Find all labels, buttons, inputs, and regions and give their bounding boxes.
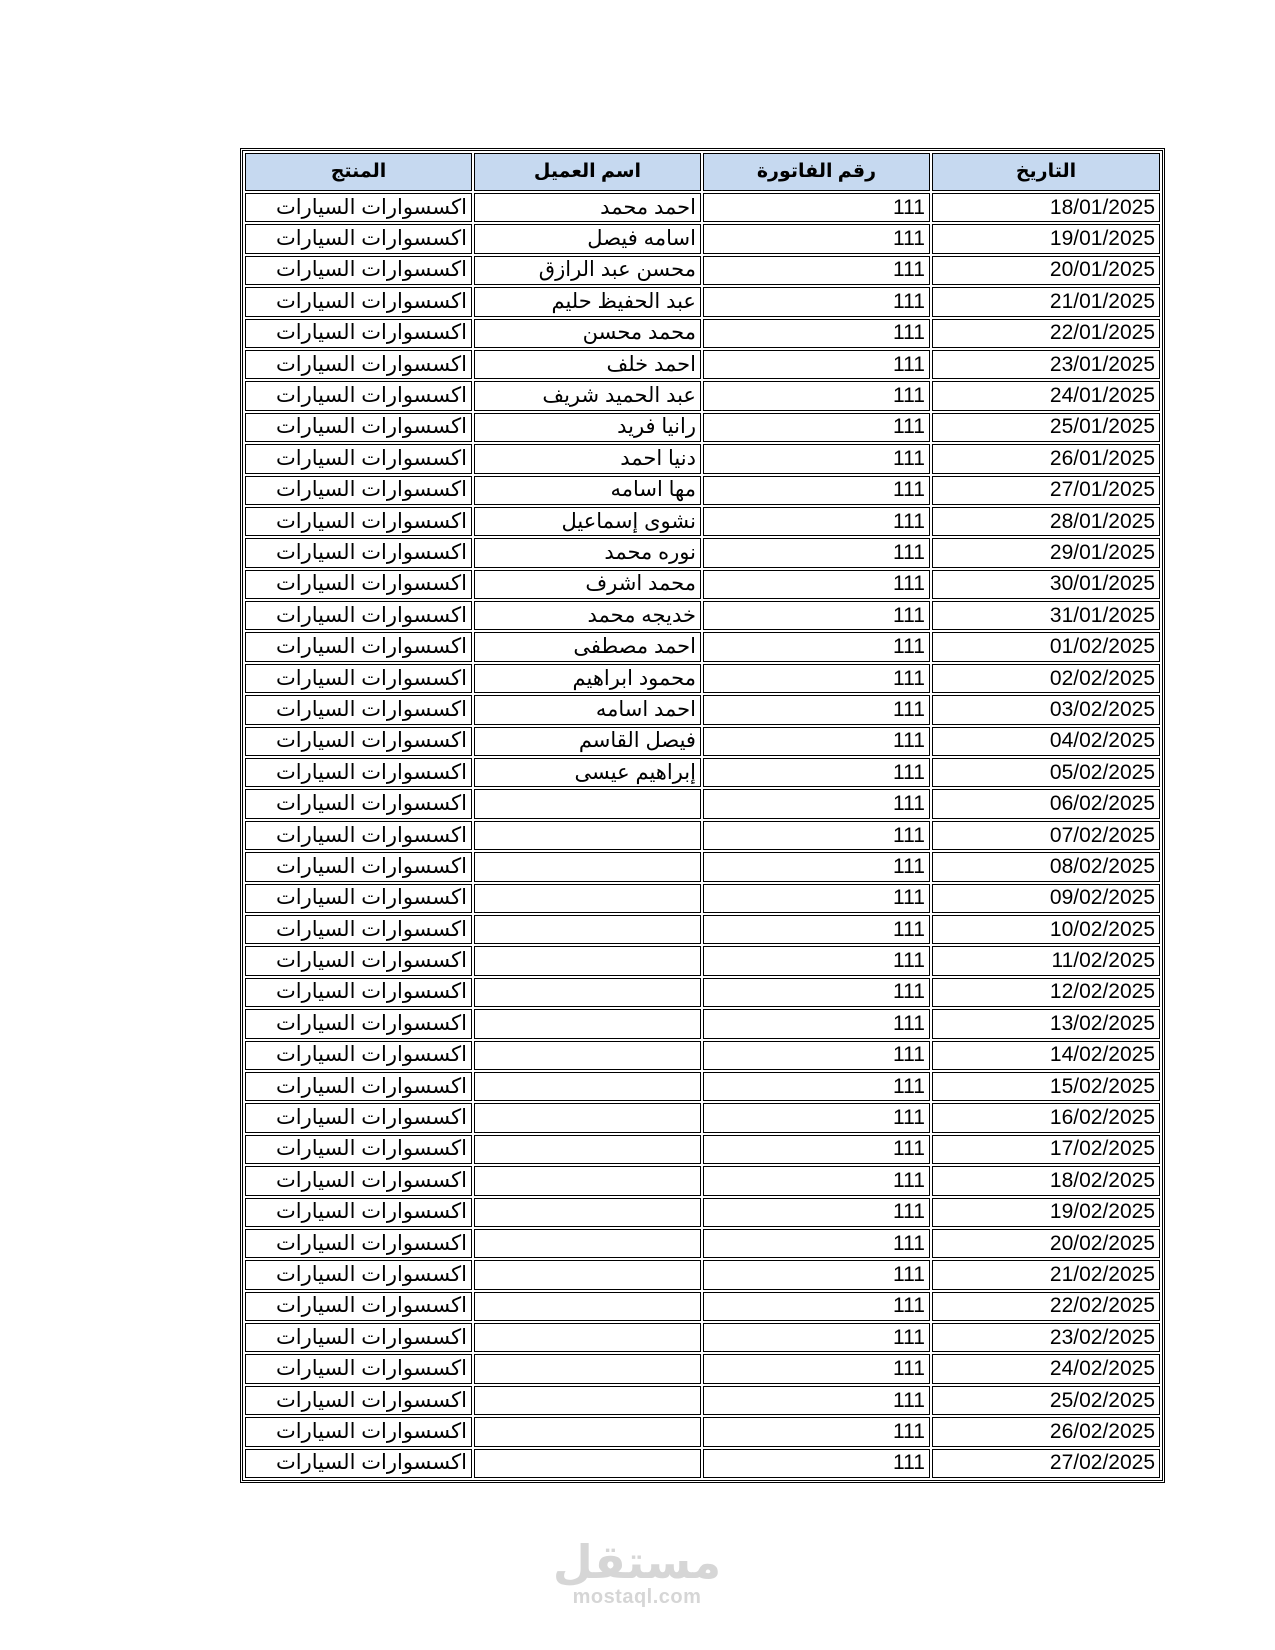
cell-customer-name (474, 821, 701, 850)
cell-customer-name: خديجه محمد (474, 601, 701, 630)
cell-customer-name (474, 1009, 701, 1038)
cell-customer-name (474, 1103, 701, 1132)
table-row (245, 664, 1160, 693)
cell-customer-name (474, 1386, 701, 1415)
table-row (245, 1292, 1160, 1321)
invoice-table (243, 151, 1162, 1480)
cell-customer-name: نشوى إسماعيل (474, 507, 701, 536)
table-body (245, 193, 1160, 1478)
cell-customer-name: دنيا احمد (474, 444, 701, 473)
cell-invoice-number: 111 (703, 1041, 930, 1070)
cell-customer-name: محمد اشرف (474, 570, 701, 599)
cell-product: اكسسوارات السيارات (245, 256, 472, 285)
cell-invoice-number: 111 (703, 570, 930, 599)
cell-date: 27/01/2025 (932, 476, 1160, 505)
table-row (245, 946, 1160, 975)
table-row (245, 413, 1160, 442)
cell-date: 05/02/2025 (932, 758, 1160, 787)
table-row (245, 1323, 1160, 1352)
cell-customer-name: رانيا فريد (474, 413, 701, 442)
cell-customer-name (474, 1041, 701, 1070)
cell-customer-name (474, 1260, 701, 1289)
cell-invoice-number: 111 (703, 1072, 930, 1101)
cell-customer-name (474, 1229, 701, 1258)
cell-customer-name (474, 946, 701, 975)
cell-customer-name: عبد الحفيظ حليم (474, 287, 701, 316)
header-invoice-number: رقم الفاتورة (703, 153, 930, 191)
cell-invoice-number: 111 (703, 1229, 930, 1258)
cell-customer-name: فيصل القاسم (474, 727, 701, 756)
cell-product: اكسسوارات السيارات (245, 381, 472, 410)
mostaql-watermark (537, 1535, 737, 1608)
cell-customer-name: نوره محمد (474, 538, 701, 567)
cell-invoice-number: 111 (703, 1260, 930, 1289)
cell-customer-name: احمد محمد (474, 193, 701, 222)
cell-date: 19/01/2025 (932, 224, 1160, 253)
cell-product: اكسسوارات السيارات (245, 1386, 472, 1415)
cell-product: اكسسوارات السيارات (245, 413, 472, 442)
cell-product: اكسسوارات السيارات (245, 476, 472, 505)
table-row (245, 601, 1160, 630)
cell-product: اكسسوارات السيارات (245, 1292, 472, 1321)
table-row (245, 1041, 1160, 1070)
cell-date: 25/01/2025 (932, 413, 1160, 442)
cell-customer-name (474, 978, 701, 1007)
cell-date: 26/01/2025 (932, 444, 1160, 473)
cell-date: 31/01/2025 (932, 601, 1160, 630)
table-row (245, 444, 1160, 473)
table-row (245, 287, 1160, 316)
cell-product: اكسسوارات السيارات (245, 1354, 472, 1383)
cell-date: 01/02/2025 (932, 632, 1160, 661)
cell-invoice-number: 111 (703, 632, 930, 661)
table-row (245, 632, 1160, 661)
cell-invoice-number: 111 (703, 256, 930, 285)
cell-customer-name (474, 1354, 701, 1383)
table-row (245, 1229, 1160, 1258)
header-customer-name: اسم العميل (474, 153, 701, 191)
cell-invoice-number: 111 (703, 224, 930, 253)
cell-invoice-number: 111 (703, 852, 930, 881)
table-header-row (245, 153, 1160, 191)
cell-invoice-number: 111 (703, 1135, 930, 1164)
cell-date: 13/02/2025 (932, 1009, 1160, 1038)
cell-product: اكسسوارات السيارات (245, 1229, 472, 1258)
cell-date: 03/02/2025 (932, 695, 1160, 724)
cell-invoice-number: 111 (703, 1323, 930, 1352)
cell-invoice-number: 111 (703, 821, 930, 850)
cell-date: 21/02/2025 (932, 1260, 1160, 1289)
table-row (245, 1260, 1160, 1289)
cell-date: 24/01/2025 (932, 381, 1160, 410)
cell-date: 22/01/2025 (932, 319, 1160, 348)
cell-product: اكسسوارات السيارات (245, 821, 472, 850)
cell-date: 02/02/2025 (932, 664, 1160, 693)
cell-customer-name (474, 884, 701, 913)
cell-invoice-number: 111 (703, 1354, 930, 1383)
cell-invoice-number: 111 (703, 1198, 930, 1227)
cell-invoice-number: 111 (703, 727, 930, 756)
cell-customer-name (474, 1417, 701, 1446)
watermark-logo: مستقل (552, 1535, 722, 1589)
table-row (245, 758, 1160, 787)
cell-product: اكسسوارات السيارات (245, 1103, 472, 1132)
table-row (245, 224, 1160, 253)
cell-date: 08/02/2025 (932, 852, 1160, 881)
table-row (245, 1449, 1160, 1478)
cell-product: اكسسوارات السيارات (245, 507, 472, 536)
table-row (245, 1417, 1160, 1446)
cell-product: اكسسوارات السيارات (245, 1166, 472, 1195)
cell-customer-name (474, 852, 701, 881)
table-row (245, 381, 1160, 410)
table-row (245, 695, 1160, 724)
cell-product: اكسسوارات السيارات (245, 601, 472, 630)
table-row (245, 789, 1160, 818)
table-row (245, 319, 1160, 348)
cell-date: 23/02/2025 (932, 1323, 1160, 1352)
table-row (245, 507, 1160, 536)
cell-customer-name (474, 1166, 701, 1195)
cell-customer-name: محسن عبد الرازق (474, 256, 701, 285)
cell-invoice-number: 111 (703, 884, 930, 913)
cell-date: 11/02/2025 (932, 946, 1160, 975)
cell-date: 16/02/2025 (932, 1103, 1160, 1132)
cell-date: 22/02/2025 (932, 1292, 1160, 1321)
cell-invoice-number: 111 (703, 1103, 930, 1132)
table-row (245, 1009, 1160, 1038)
cell-date: 27/02/2025 (932, 1449, 1160, 1478)
cell-customer-name: عبد الحميد شريف (474, 381, 701, 410)
cell-invoice-number: 111 (703, 319, 930, 348)
cell-customer-name: احمد اسامه (474, 695, 701, 724)
table-row (245, 852, 1160, 881)
cell-customer-name: مها اسامه (474, 476, 701, 505)
cell-date: 09/02/2025 (932, 884, 1160, 913)
table-row (245, 1386, 1160, 1415)
cell-product: اكسسوارات السيارات (245, 978, 472, 1007)
cell-invoice-number: 111 (703, 507, 930, 536)
cell-customer-name (474, 789, 701, 818)
cell-date: 24/02/2025 (932, 1354, 1160, 1383)
cell-product: اكسسوارات السيارات (245, 319, 472, 348)
cell-invoice-number: 111 (703, 1386, 930, 1415)
cell-date: 26/02/2025 (932, 1417, 1160, 1446)
cell-product: اكسسوارات السيارات (245, 946, 472, 975)
cell-invoice-number: 111 (703, 413, 930, 442)
cell-customer-name (474, 1449, 701, 1478)
table-row (245, 978, 1160, 1007)
cell-date: 06/02/2025 (932, 789, 1160, 818)
table-row (245, 538, 1160, 567)
cell-date: 28/01/2025 (932, 507, 1160, 536)
table-row (245, 1354, 1160, 1383)
cell-date: 18/02/2025 (932, 1166, 1160, 1195)
cell-invoice-number: 111 (703, 978, 930, 1007)
cell-customer-name (474, 1072, 701, 1101)
cell-invoice-number: 111 (703, 193, 930, 222)
cell-product: اكسسوارات السيارات (245, 1041, 472, 1070)
cell-customer-name (474, 1135, 701, 1164)
cell-customer-name: محمد محسن (474, 319, 701, 348)
cell-invoice-number: 111 (703, 287, 930, 316)
cell-product: اكسسوارات السيارات (245, 193, 472, 222)
cell-invoice-number: 111 (703, 476, 930, 505)
cell-product: اكسسوارات السيارات (245, 1417, 472, 1446)
cell-date: 19/02/2025 (932, 1198, 1160, 1227)
cell-customer-name (474, 1292, 701, 1321)
watermark-url: mostaql.com (572, 1586, 702, 1608)
cell-product: اكسسوارات السيارات (245, 664, 472, 693)
table-row (245, 727, 1160, 756)
cell-invoice-number: 111 (703, 1292, 930, 1321)
cell-product: اكسسوارات السيارات (245, 758, 472, 787)
cell-invoice-number: 111 (703, 1449, 930, 1478)
cell-product: اكسسوارات السيارات (245, 915, 472, 944)
table-row (245, 1135, 1160, 1164)
cell-invoice-number: 111 (703, 381, 930, 410)
table-row (245, 256, 1160, 285)
cell-invoice-number: 111 (703, 1166, 930, 1195)
table-row (245, 1166, 1160, 1195)
header-date: التاريخ (932, 153, 1160, 191)
cell-date: 20/01/2025 (932, 256, 1160, 285)
cell-product: اكسسوارات السيارات (245, 1198, 472, 1227)
cell-date: 21/01/2025 (932, 287, 1160, 316)
cell-invoice-number: 111 (703, 664, 930, 693)
cell-customer-name: احمد مصطفى (474, 632, 701, 661)
cell-invoice-number: 111 (703, 538, 930, 567)
cell-date: 10/02/2025 (932, 915, 1160, 944)
cell-customer-name (474, 1323, 701, 1352)
cell-customer-name: محمود ابراهيم (474, 664, 701, 693)
cell-date: 25/02/2025 (932, 1386, 1160, 1415)
table-row (245, 570, 1160, 599)
cell-invoice-number: 111 (703, 1009, 930, 1038)
cell-date: 12/02/2025 (932, 978, 1160, 1007)
cell-product: اكسسوارات السيارات (245, 1323, 472, 1352)
cell-date: 14/02/2025 (932, 1041, 1160, 1070)
cell-customer-name (474, 915, 701, 944)
cell-invoice-number: 111 (703, 758, 930, 787)
cell-invoice-number: 111 (703, 1417, 930, 1446)
table-row (245, 193, 1160, 222)
invoice-table-sheet (240, 148, 1165, 1483)
table-row (245, 915, 1160, 944)
cell-product: اكسسوارات السيارات (245, 444, 472, 473)
cell-date: 17/02/2025 (932, 1135, 1160, 1164)
table-row (245, 350, 1160, 379)
cell-invoice-number: 111 (703, 789, 930, 818)
cell-product: اكسسوارات السيارات (245, 287, 472, 316)
cell-product: اكسسوارات السيارات (245, 1449, 472, 1478)
table-row (245, 1198, 1160, 1227)
cell-invoice-number: 111 (703, 946, 930, 975)
cell-product: اكسسوارات السيارات (245, 538, 472, 567)
cell-customer-name: احمد خلف (474, 350, 701, 379)
table-row (245, 1072, 1160, 1101)
cell-invoice-number: 111 (703, 695, 930, 724)
cell-product: اكسسوارات السيارات (245, 1009, 472, 1038)
cell-invoice-number: 111 (703, 350, 930, 379)
cell-customer-name: اسامه فيصل (474, 224, 701, 253)
cell-product: اكسسوارات السيارات (245, 632, 472, 661)
cell-customer-name (474, 1198, 701, 1227)
cell-date: 20/02/2025 (932, 1229, 1160, 1258)
cell-product: اكسسوارات السيارات (245, 789, 472, 818)
cell-product: اكسسوارات السيارات (245, 1260, 472, 1289)
table-row (245, 884, 1160, 913)
cell-invoice-number: 111 (703, 444, 930, 473)
cell-product: اكسسوارات السيارات (245, 350, 472, 379)
table-row (245, 821, 1160, 850)
cell-product: اكسسوارات السيارات (245, 224, 472, 253)
cell-product: اكسسوارات السيارات (245, 570, 472, 599)
cell-product: اكسسوارات السيارات (245, 1135, 472, 1164)
cell-product: اكسسوارات السيارات (245, 727, 472, 756)
cell-product: اكسسوارات السيارات (245, 695, 472, 724)
cell-date: 29/01/2025 (932, 538, 1160, 567)
table-row (245, 1103, 1160, 1132)
cell-date: 07/02/2025 (932, 821, 1160, 850)
cell-invoice-number: 111 (703, 915, 930, 944)
cell-customer-name: إبراهيم عيسى (474, 758, 701, 787)
cell-date: 04/02/2025 (932, 727, 1160, 756)
cell-product: اكسسوارات السيارات (245, 1072, 472, 1101)
header-product: المنتج (245, 153, 472, 191)
cell-product: اكسسوارات السيارات (245, 884, 472, 913)
cell-product: اكسسوارات السيارات (245, 852, 472, 881)
cell-date: 18/01/2025 (932, 193, 1160, 222)
cell-date: 15/02/2025 (932, 1072, 1160, 1101)
cell-date: 23/01/2025 (932, 350, 1160, 379)
cell-invoice-number: 111 (703, 601, 930, 630)
cell-date: 30/01/2025 (932, 570, 1160, 599)
table-row (245, 476, 1160, 505)
